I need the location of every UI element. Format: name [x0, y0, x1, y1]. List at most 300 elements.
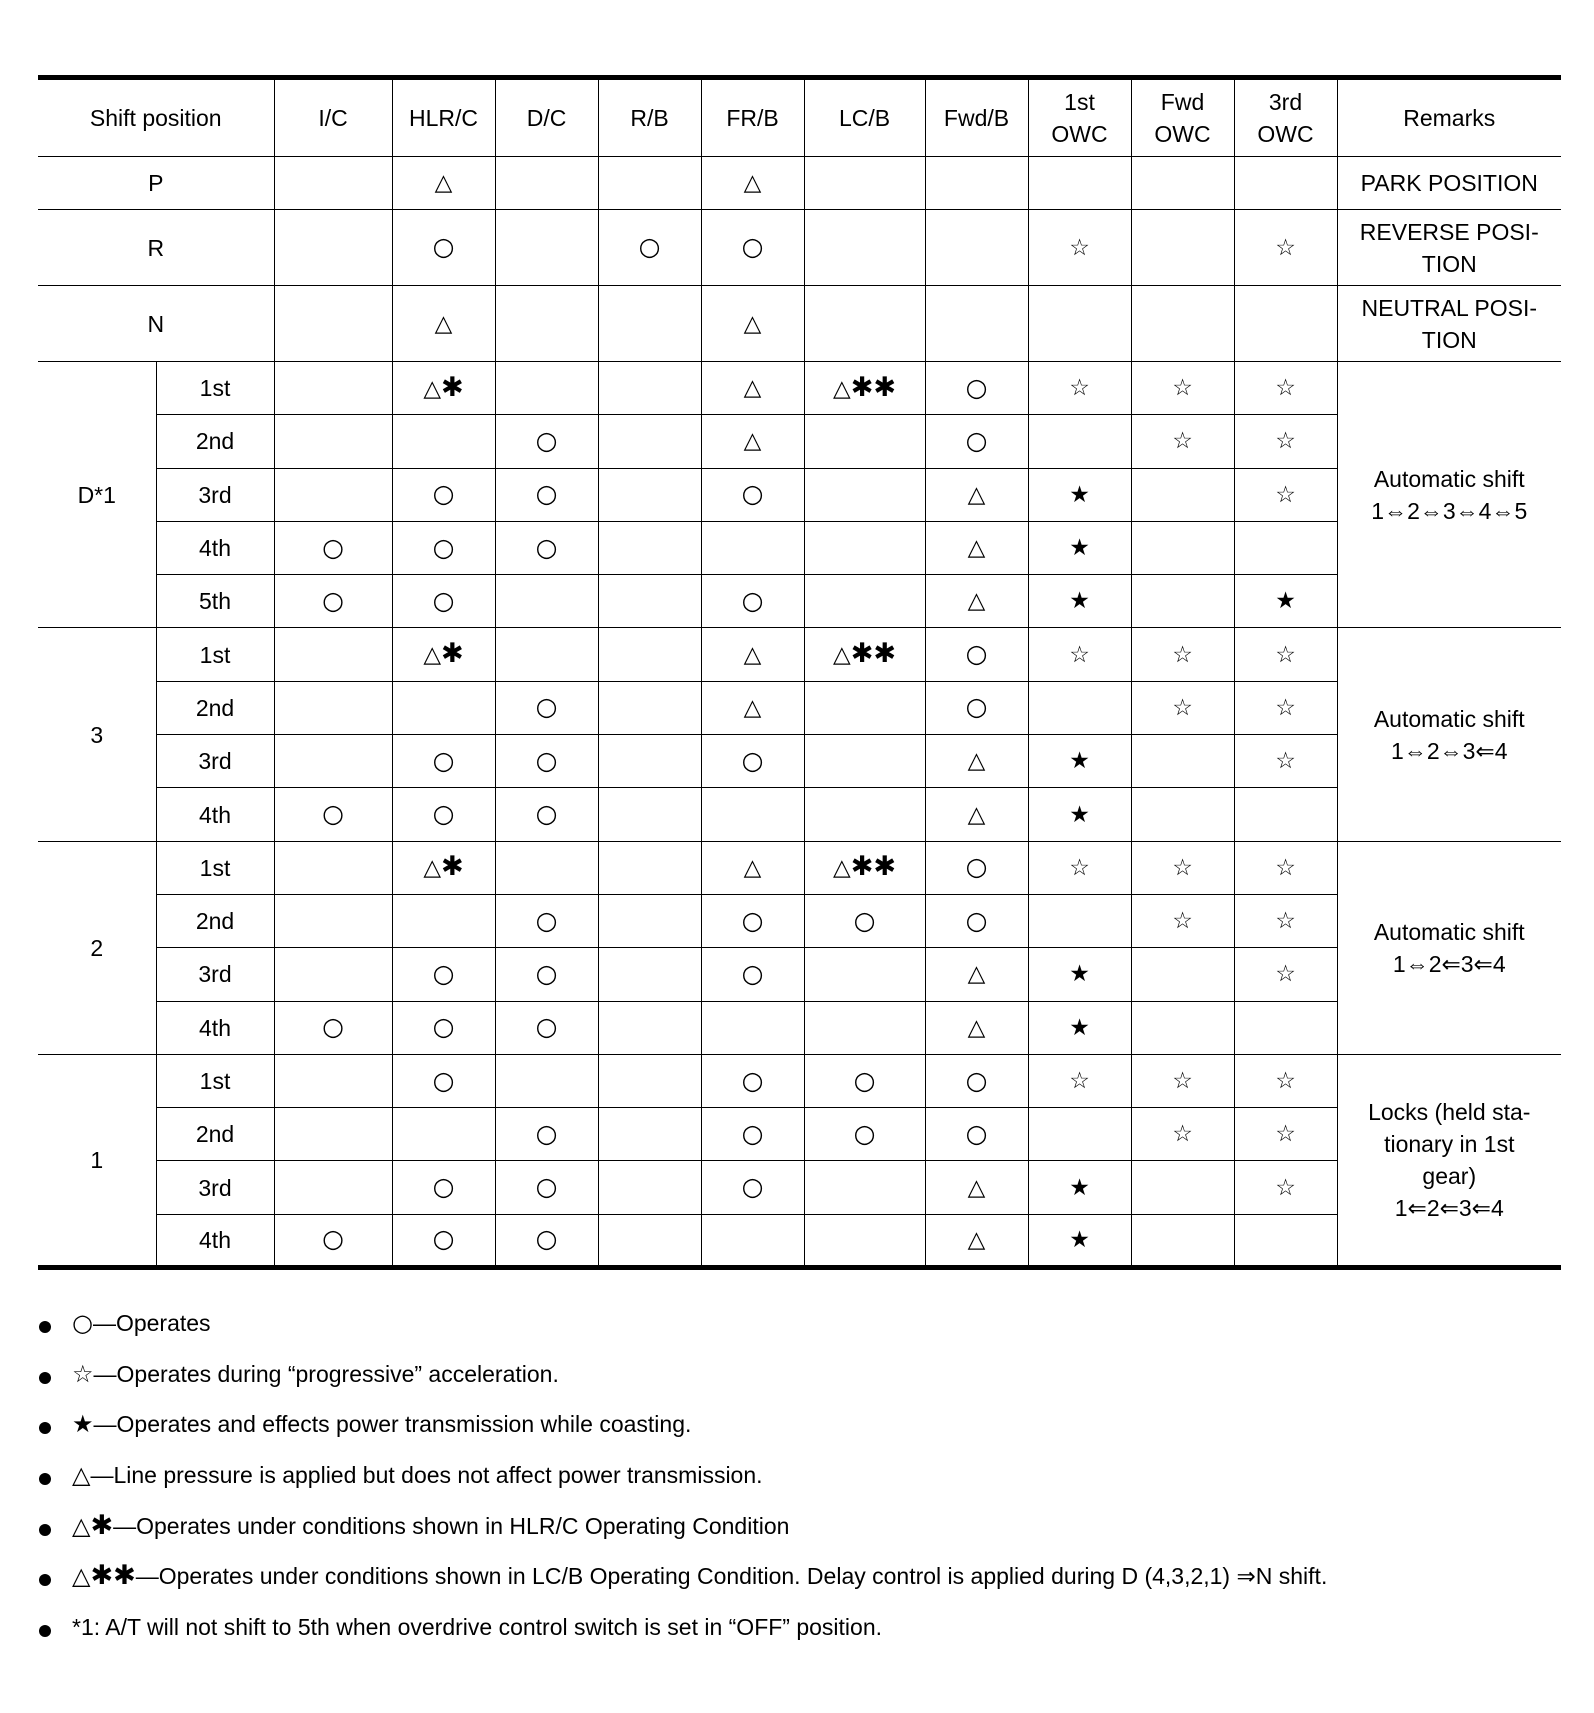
- table-row: [38, 362, 1561, 415]
- header-frb: FR/B: [701, 78, 804, 157]
- outline-star-icon: ☆: [1275, 428, 1296, 455]
- operates-circle-icon: ○: [322, 532, 344, 562]
- shift-position-cell: 3: [38, 628, 156, 841]
- pos-p-frb-cell: [701, 157, 804, 210]
- gear-cell: 1st: [156, 362, 274, 415]
- gear-ic-cell: [274, 521, 392, 574]
- legend-item: [38, 1511, 1568, 1562]
- outline-star-icon: ☆: [1069, 375, 1090, 402]
- gear-hlrc-cell: [392, 628, 495, 681]
- gear-dc-cell: [495, 1214, 598, 1267]
- gear-3rd-owc-cell: [1234, 841, 1337, 894]
- gear-fwdb-cell: [925, 735, 1028, 788]
- gear-3rd-owc-cell: [1234, 628, 1337, 681]
- gear-rb-cell: [598, 841, 701, 894]
- operates-circle-icon: ○: [741, 905, 764, 935]
- table-row: [38, 1161, 1561, 1214]
- triangle-icon: △: [434, 170, 453, 196]
- operates-circle-icon: ○: [535, 532, 558, 562]
- gear-fwd-owc-cell: [1131, 788, 1234, 841]
- gear-dc-cell: [495, 521, 598, 574]
- pos-n-dc-cell: [495, 286, 598, 362]
- remarks-cell: NEUTRAL POSI- TION: [1337, 286, 1561, 362]
- shift-operation-table: [38, 75, 1561, 1270]
- pos-n-frb-cell: [701, 286, 804, 362]
- gear-fwd-owc-cell: [1131, 1054, 1234, 1107]
- gear-ic-cell: [274, 735, 392, 788]
- header-row: [38, 78, 1561, 157]
- legend-text: —Operates under conditions shown in LC/B Operating Condition. Delay control is applied during D (4,3,2,1) ⇒N shift.: [135, 1563, 1328, 1590]
- gear-3rd-owc-cell: [1234, 894, 1337, 947]
- triangle-icon: △: [743, 641, 762, 668]
- pos-r-fwd-owc-cell: [1131, 210, 1234, 286]
- gear-3rd-owc-cell: [1234, 788, 1337, 841]
- pos-r-ic-cell: [274, 210, 392, 286]
- operates-circle-icon: ○: [432, 232, 455, 261]
- gear-3rd-owc-cell: [1234, 1108, 1337, 1161]
- gear-fwd-owc-cell: [1131, 1214, 1234, 1267]
- triangle-icon: △: [743, 375, 762, 402]
- gear-3rd-owc-cell: [1234, 575, 1337, 628]
- gear-fwd-owc-cell: [1131, 735, 1234, 788]
- operates-circle-icon: ○: [535, 1012, 558, 1042]
- gear-dc-cell: [495, 1054, 598, 1107]
- gear-rb-cell: [598, 628, 701, 681]
- outline-star-icon: ☆: [1275, 908, 1296, 935]
- gear-1st-owc-cell: [1028, 1108, 1131, 1161]
- triangle-icon: △: [967, 961, 986, 988]
- operates-circle-icon: ○: [741, 1172, 764, 1202]
- filled-star-icon: ★: [72, 1410, 94, 1439]
- filled-star-icon: ★: [1069, 801, 1090, 828]
- header-shift-position: Shift position: [38, 78, 274, 157]
- filled-star-icon: ★: [1069, 588, 1090, 615]
- gear-cell: 2nd: [156, 415, 274, 468]
- gear-fwd-owc-cell: [1131, 948, 1234, 1001]
- triangle-icon: △: [967, 588, 986, 615]
- gear-hlrc-cell: [392, 841, 495, 894]
- outline-star-icon: ☆: [1172, 428, 1193, 455]
- gear-1st-owc-cell: [1028, 1001, 1131, 1054]
- gear-rb-cell: [598, 788, 701, 841]
- gear-ic-cell: [274, 788, 392, 841]
- gear-1st-owc-cell: [1028, 948, 1131, 1001]
- gear-hlrc-cell: [392, 948, 495, 1001]
- gear-lcb-cell: [804, 1161, 925, 1214]
- gear-cell: 5th: [156, 575, 274, 628]
- operates-circle-icon: ○: [535, 1118, 558, 1148]
- gear-lcb-cell: [804, 788, 925, 841]
- gear-3rd-owc-cell: [1234, 1054, 1337, 1107]
- header-rb: R/B: [598, 78, 701, 157]
- gear-3rd-owc-cell: [1234, 521, 1337, 574]
- gear-lcb-cell: [804, 1001, 925, 1054]
- gear-3rd-owc-cell: [1234, 1161, 1337, 1214]
- triangle-asterisk-icon: △✱: [423, 371, 464, 403]
- table-row: [38, 1108, 1561, 1161]
- triangle-icon: △: [743, 170, 762, 196]
- header-remarks: Remarks: [1337, 78, 1561, 157]
- gear-1st-owc-cell: [1028, 575, 1131, 628]
- gear-lcb-cell: [804, 735, 925, 788]
- gear-frb-cell: [701, 735, 804, 788]
- pos-r-frb-cell: [701, 210, 804, 286]
- operates-circle-icon: ○: [535, 799, 558, 829]
- operates-circle-icon: ○: [853, 1118, 876, 1148]
- gear-ic-cell: [274, 1161, 392, 1214]
- table-row: [38, 681, 1561, 734]
- gear-1st-owc-cell: [1028, 628, 1131, 681]
- triangle-double-asterisk-icon: △✱✱: [833, 851, 896, 883]
- triangle-icon: △: [434, 310, 453, 337]
- gear-rb-cell: [598, 1108, 701, 1161]
- operates-circle-icon: ○: [965, 1065, 988, 1095]
- gear-1st-owc-cell: [1028, 681, 1131, 734]
- remarks-cell: Automatic shift 1⇔2⇔3⇐4: [1337, 628, 1561, 841]
- legend-text: —Operates under conditions shown in HLR/C Operating Condition: [113, 1512, 790, 1539]
- gear-dc-cell: [495, 948, 598, 1001]
- outline-star-icon: ☆: [1275, 694, 1296, 721]
- gear-frb-cell: [701, 841, 804, 894]
- remarks-cell: Automatic shift 1⇔2⇐3⇐4: [1337, 841, 1561, 1054]
- operates-circle-icon: ○: [741, 958, 764, 988]
- header-hlrc: HLR/C: [392, 78, 495, 157]
- gear-3rd-owc-cell: [1234, 1214, 1337, 1267]
- operates-circle-icon: ○: [432, 1065, 455, 1095]
- gear-frb-cell: [701, 628, 804, 681]
- shift-position-cell: N: [38, 286, 274, 362]
- gear-1st-owc-cell: [1028, 521, 1131, 574]
- operates-circle-icon: ○: [432, 1172, 455, 1202]
- operates-circle-icon: ○: [432, 745, 455, 775]
- shift-position-cell: P: [38, 157, 274, 210]
- pos-p-1st-owc-cell: [1028, 157, 1131, 210]
- triangle-double-asterisk-icon: △✱✱: [833, 371, 896, 403]
- operates-circle-icon: ○: [432, 799, 455, 829]
- gear-frb-cell: [701, 575, 804, 628]
- pos-r-fwdb-cell: [925, 210, 1028, 286]
- gear-cell: 3rd: [156, 468, 274, 521]
- operates-circle-icon: ○: [432, 1224, 455, 1254]
- pos-n-ic-cell: [274, 286, 392, 362]
- pos-r-hlrc-cell: [392, 210, 495, 286]
- operates-circle-icon: ○: [535, 958, 558, 988]
- gear-ic-cell: [274, 415, 392, 468]
- triangle-icon: △: [743, 428, 762, 455]
- gear-fwdb-cell: [925, 468, 1028, 521]
- gear-rb-cell: [598, 521, 701, 574]
- shift-position-cell: 1: [38, 1054, 156, 1267]
- outline-star-icon: ☆: [1275, 481, 1296, 508]
- filled-star-icon: ★: [1069, 481, 1090, 508]
- operates-circle-icon: ○: [432, 585, 455, 615]
- gear-cell: 2nd: [156, 1108, 274, 1161]
- gear-3rd-owc-cell: [1234, 362, 1337, 415]
- gear-frb-cell: [701, 1054, 804, 1107]
- gear-cell: 4th: [156, 1214, 274, 1267]
- triangle-asterisk-icon: △✱: [423, 851, 464, 883]
- gear-3rd-owc-cell: [1234, 681, 1337, 734]
- gear-fwdb-cell: [925, 1161, 1028, 1214]
- gear-lcb-cell: [804, 681, 925, 734]
- gear-cell: 3rd: [156, 735, 274, 788]
- gear-hlrc-cell: [392, 468, 495, 521]
- gear-rb-cell: [598, 735, 701, 788]
- header-fwd-owc: Fwd OWC: [1131, 78, 1234, 157]
- gear-dc-cell: [495, 468, 598, 521]
- gear-1st-owc-cell: [1028, 1161, 1131, 1214]
- outline-star-icon: ☆: [1275, 748, 1296, 775]
- gear-frb-cell: [701, 415, 804, 468]
- outline-star-icon: ☆: [1172, 641, 1193, 668]
- gear-frb-cell: [701, 521, 804, 574]
- gear-fwdb-cell: [925, 948, 1028, 1001]
- triangle-icon: △: [743, 310, 762, 337]
- pos-p-3rd-owc-cell: [1234, 157, 1337, 210]
- operates-circle-icon: ○: [432, 532, 455, 562]
- gear-dc-cell: [495, 735, 598, 788]
- legend-item: [38, 1359, 1568, 1410]
- filled-star-icon: ★: [1069, 748, 1090, 775]
- gear-dc-cell: [495, 415, 598, 468]
- gear-ic-cell: [274, 1108, 392, 1161]
- gear-frb-cell: [701, 894, 804, 947]
- gear-hlrc-cell: [392, 1108, 495, 1161]
- legend-item: [38, 1612, 1568, 1663]
- gear-fwdb-cell: [925, 628, 1028, 681]
- operates-circle-icon: ○: [965, 692, 988, 722]
- gear-cell: 1st: [156, 1054, 274, 1107]
- gear-dc-cell: [495, 1001, 598, 1054]
- gear-ic-cell: [274, 894, 392, 947]
- remarks-cell: Locks (held sta- tionary in 1st gear) 1⇐2⇐3⇐4: [1337, 1054, 1561, 1267]
- legend-item: [38, 1409, 1568, 1460]
- table-row: [38, 735, 1561, 788]
- gear-fwd-owc-cell: [1131, 841, 1234, 894]
- outline-star-icon: ☆: [1275, 1068, 1296, 1094]
- gear-1st-owc-cell: [1028, 894, 1131, 947]
- gear-cell: 1st: [156, 628, 274, 681]
- filled-star-icon: ★: [1069, 961, 1090, 988]
- gear-fwd-owc-cell: [1131, 681, 1234, 734]
- outline-star-icon: ☆: [1172, 375, 1193, 402]
- operates-circle-icon: ○: [741, 745, 764, 775]
- gear-ic-cell: [274, 681, 392, 734]
- outline-star-icon: ☆: [1172, 1068, 1193, 1094]
- operates-circle-icon: ○: [432, 479, 455, 509]
- gear-fwdb-cell: [925, 1108, 1028, 1161]
- gear-lcb-cell: [804, 894, 925, 947]
- triangle-double-asterisk-icon: △✱✱: [72, 1560, 136, 1592]
- outline-star-icon: ☆: [72, 1359, 94, 1388]
- pos-r-dc-cell: [495, 210, 598, 286]
- operates-circle-icon: ○: [535, 425, 558, 455]
- pos-p-rb-cell: [598, 157, 701, 210]
- gear-hlrc-cell: [392, 681, 495, 734]
- gear-dc-cell: [495, 681, 598, 734]
- gear-fwd-owc-cell: [1131, 1001, 1234, 1054]
- operates-circle-icon: ○: [638, 232, 661, 261]
- gear-fwdb-cell: [925, 575, 1028, 628]
- gear-1st-owc-cell: [1028, 468, 1131, 521]
- gear-fwd-owc-cell: [1131, 362, 1234, 415]
- outline-star-icon: ☆: [1275, 641, 1296, 668]
- operates-circle-icon: ○: [72, 1309, 93, 1337]
- gear-lcb-cell: [804, 468, 925, 521]
- triangle-icon: △: [967, 748, 986, 775]
- triangle-icon: △: [743, 854, 762, 881]
- table-row: [38, 948, 1561, 1001]
- gear-lcb-cell: [804, 362, 925, 415]
- gear-hlrc-cell: [392, 1001, 495, 1054]
- outline-star-icon: ☆: [1275, 1174, 1296, 1201]
- gear-rb-cell: [598, 948, 701, 1001]
- gear-1st-owc-cell: [1028, 788, 1131, 841]
- triangle-icon: △: [967, 1014, 986, 1041]
- operates-circle-icon: ○: [741, 232, 764, 261]
- table-row: [38, 286, 1561, 362]
- header-dc: D/C: [495, 78, 598, 157]
- gear-fwd-owc-cell: [1131, 415, 1234, 468]
- gear-lcb-cell: [804, 628, 925, 681]
- pos-p-fwd-owc-cell: [1131, 157, 1234, 210]
- pos-p-ic-cell: [274, 157, 392, 210]
- gear-hlrc-cell: [392, 735, 495, 788]
- gear-fwdb-cell: [925, 788, 1028, 841]
- triangle-icon: △: [743, 694, 762, 721]
- gear-rb-cell: [598, 575, 701, 628]
- gear-rb-cell: [598, 1214, 701, 1267]
- operates-circle-icon: ○: [432, 1012, 455, 1042]
- outline-star-icon: ☆: [1172, 908, 1193, 935]
- gear-cell: 4th: [156, 521, 274, 574]
- remarks-cell: PARK POSITION: [1337, 157, 1561, 210]
- pos-n-rb-cell: [598, 286, 701, 362]
- gear-fwd-owc-cell: [1131, 521, 1234, 574]
- gear-cell: 4th: [156, 788, 274, 841]
- gear-1st-owc-cell: [1028, 841, 1131, 894]
- legend-text: —Operates during “progressive” acceleration.: [93, 1360, 559, 1387]
- gear-dc-cell: [495, 1161, 598, 1214]
- gear-ic-cell: [274, 841, 392, 894]
- gear-3rd-owc-cell: [1234, 415, 1337, 468]
- gear-fwd-owc-cell: [1131, 1108, 1234, 1161]
- pos-r-lcb-cell: [804, 210, 925, 286]
- gear-cell: 1st: [156, 841, 274, 894]
- gear-fwdb-cell: [925, 1214, 1028, 1267]
- gear-fwd-owc-cell: [1131, 468, 1234, 521]
- gear-dc-cell: [495, 362, 598, 415]
- gear-dc-cell: [495, 1108, 598, 1161]
- operates-circle-icon: ○: [322, 799, 344, 829]
- gear-frb-cell: [701, 681, 804, 734]
- operates-circle-icon: ○: [741, 479, 764, 509]
- pos-p-dc-cell: [495, 157, 598, 210]
- gear-rb-cell: [598, 681, 701, 734]
- gear-cell: 2nd: [156, 894, 274, 947]
- pos-r-1st-owc-cell: [1028, 210, 1131, 286]
- gear-fwd-owc-cell: [1131, 628, 1234, 681]
- outline-star-icon: ☆: [1172, 1121, 1193, 1148]
- operates-circle-icon: ○: [535, 905, 558, 935]
- gear-lcb-cell: [804, 1108, 925, 1161]
- gear-1st-owc-cell: [1028, 735, 1131, 788]
- remarks-cell: REVERSE POSI- TION: [1337, 210, 1561, 286]
- gear-ic-cell: [274, 1054, 392, 1107]
- gear-fwdb-cell: [925, 362, 1028, 415]
- gear-fwd-owc-cell: [1131, 894, 1234, 947]
- shift-position-cell: R: [38, 210, 274, 286]
- gear-fwdb-cell: [925, 1001, 1028, 1054]
- header-1st-owc: 1st OWC: [1028, 78, 1131, 157]
- remarks-cell: Automatic shift 1⇔2⇔3⇔4⇔5: [1337, 362, 1561, 628]
- gear-hlrc-cell: [392, 1161, 495, 1214]
- operates-circle-icon: ○: [965, 852, 988, 882]
- operates-circle-icon: ○: [741, 1065, 764, 1095]
- pos-r-3rd-owc-cell: [1234, 210, 1337, 286]
- gear-rb-cell: [598, 894, 701, 947]
- operates-circle-icon: ○: [535, 1172, 558, 1202]
- table-row: [38, 841, 1561, 894]
- table-row: [38, 415, 1561, 468]
- gear-1st-owc-cell: [1028, 362, 1131, 415]
- gear-ic-cell: [274, 628, 392, 681]
- operates-circle-icon: ○: [322, 1224, 344, 1254]
- table-row: [38, 210, 1561, 286]
- gear-hlrc-cell: [392, 362, 495, 415]
- triangle-icon: △: [967, 1174, 986, 1201]
- operates-circle-icon: ○: [853, 1065, 876, 1095]
- table-row: [38, 628, 1561, 681]
- gear-frb-cell: [701, 1161, 804, 1214]
- pos-n-lcb-cell: [804, 286, 925, 362]
- table-row: [38, 521, 1561, 574]
- gear-rb-cell: [598, 362, 701, 415]
- table-row: [38, 894, 1561, 947]
- gear-rb-cell: [598, 415, 701, 468]
- header-lcb: LC/B: [804, 78, 925, 157]
- pos-n-fwdb-cell: [925, 286, 1028, 362]
- operates-circle-icon: ○: [535, 1224, 558, 1254]
- pos-n-3rd-owc-cell: [1234, 286, 1337, 362]
- symbol-legend: [38, 1308, 1568, 1663]
- legend-item: [38, 1460, 1568, 1511]
- gear-lcb-cell: [804, 948, 925, 1001]
- gear-hlrc-cell: [392, 415, 495, 468]
- gear-3rd-owc-cell: [1234, 468, 1337, 521]
- shift-position-cell: 2: [38, 841, 156, 1054]
- gear-3rd-owc-cell: [1234, 1001, 1337, 1054]
- gear-frb-cell: [701, 788, 804, 841]
- operates-circle-icon: ○: [322, 1012, 344, 1042]
- gear-rb-cell: [598, 1054, 701, 1107]
- gear-hlrc-cell: [392, 788, 495, 841]
- gear-3rd-owc-cell: [1234, 948, 1337, 1001]
- operates-circle-icon: ○: [535, 479, 558, 509]
- header-3rd-owc: 3rd OWC: [1234, 78, 1337, 157]
- gear-cell: 3rd: [156, 1161, 274, 1214]
- gear-rb-cell: [598, 1161, 701, 1214]
- pos-n-1st-owc-cell: [1028, 286, 1131, 362]
- operates-circle-icon: ○: [965, 905, 988, 935]
- filled-star-icon: ★: [1275, 588, 1296, 615]
- gear-lcb-cell: [804, 415, 925, 468]
- gear-lcb-cell: [804, 521, 925, 574]
- pos-p-fwdb-cell: [925, 157, 1028, 210]
- outline-star-icon: ☆: [1172, 694, 1193, 721]
- gear-lcb-cell: [804, 841, 925, 894]
- gear-fwdb-cell: [925, 521, 1028, 574]
